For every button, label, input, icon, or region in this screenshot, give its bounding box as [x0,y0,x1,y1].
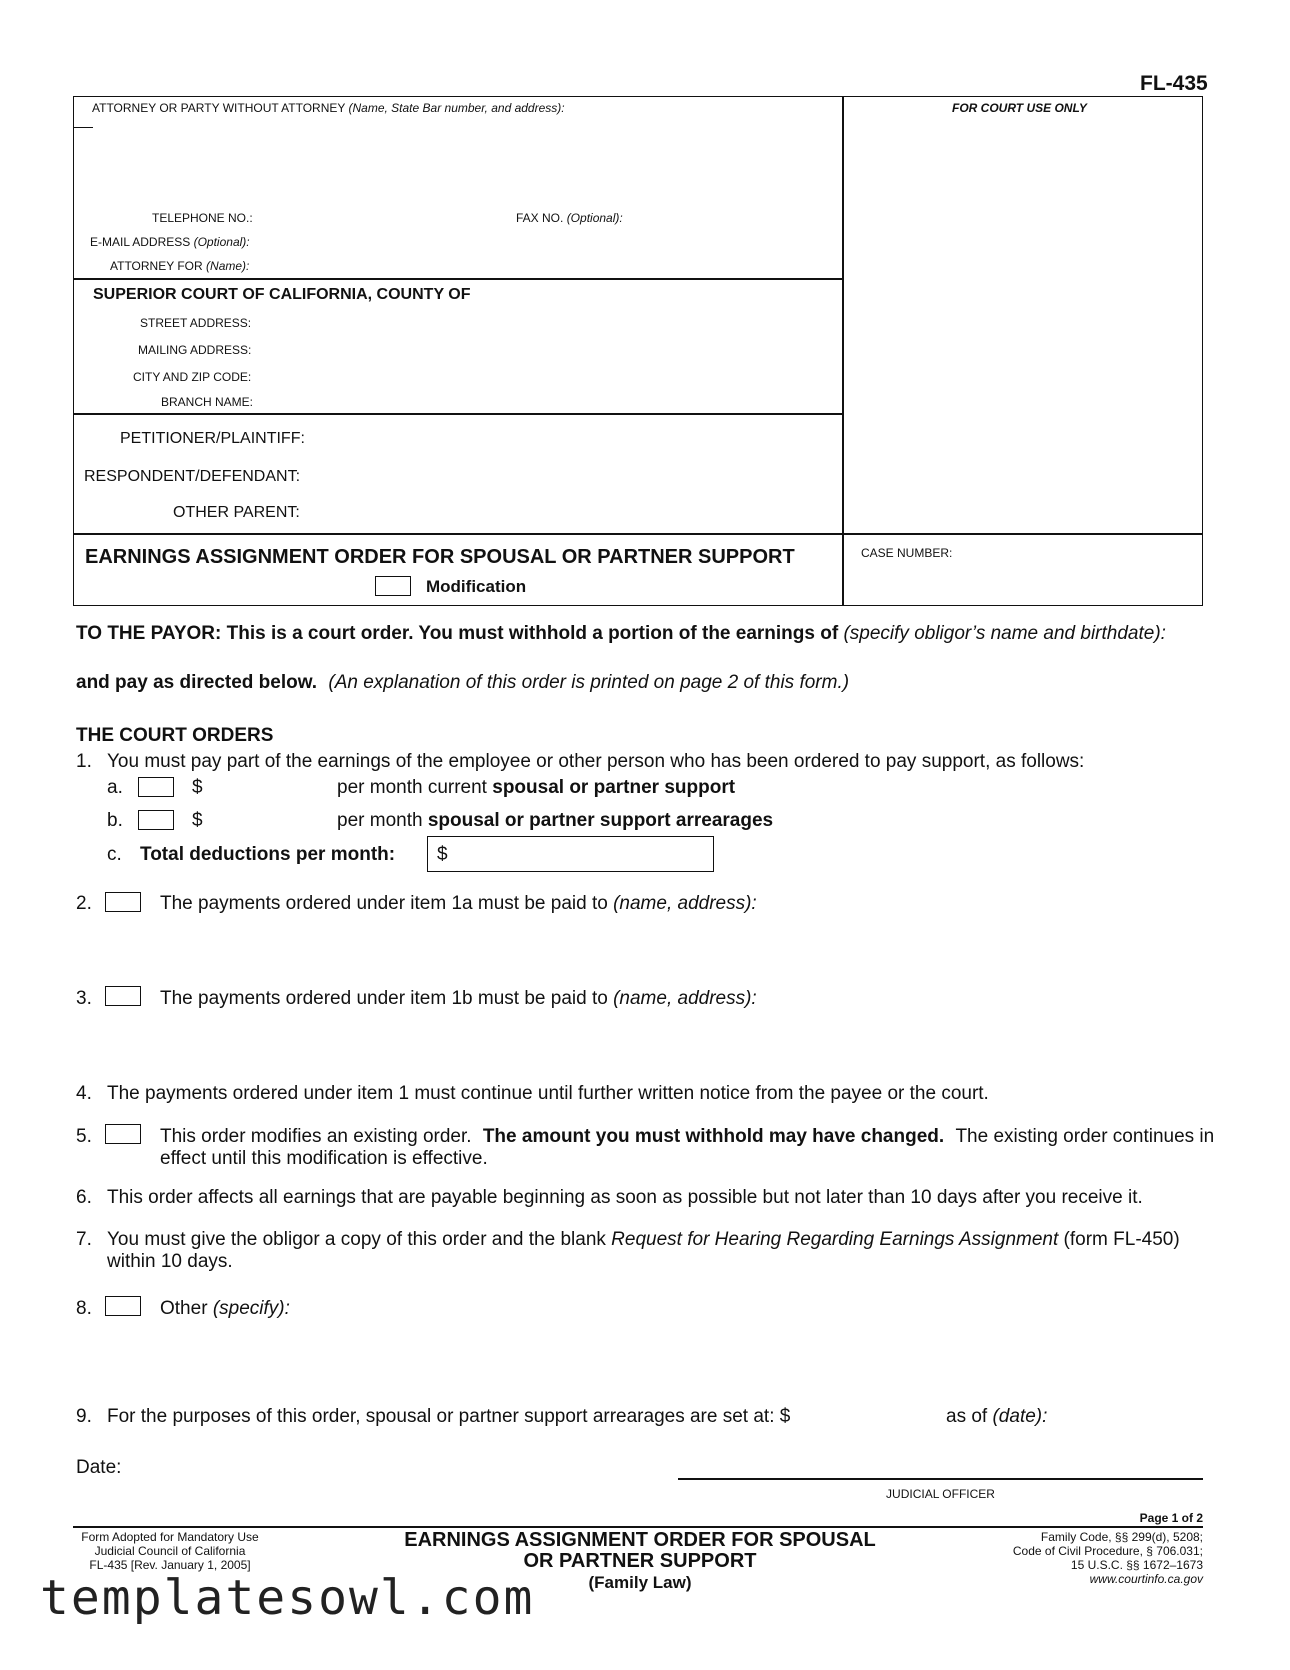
item-1b-amount-field[interactable] [210,808,330,832]
fax-hint: (Optional): [566,211,623,225]
court-use-label: FOR COURT USE ONLY [952,101,1087,115]
date-label: Date: [76,1457,122,1478]
item-3-hint: (name, address): [613,988,757,1009]
footer-right [960,1530,1203,1586]
email-label-text: E-MAIL ADDRESS [90,235,191,249]
attorney-for-field[interactable] [262,255,832,275]
item-1b-text [337,810,773,832]
item-7-italic: Request for Hearing Regarding Earnings Assignment [611,1229,1059,1250]
email-hint: (Optional): [193,235,250,249]
footer-right-1: Family Code, §§ 299(d), 5208; [1040,1530,1203,1544]
item-9-number: 9. [76,1406,92,1427]
item-9-date-field[interactable] [1055,1404,1200,1428]
other-parent-label: OTHER PARENT: [173,504,300,521]
item-1c-letter: c. [107,844,122,865]
respondent-field[interactable] [320,464,832,488]
footer-left [60,1530,280,1572]
item-1a-letter: a. [107,777,123,798]
item-3-payee-field[interactable] [160,1015,1200,1075]
vertical-divider [842,96,844,606]
item-5-text [160,1126,1214,1148]
page-number: Page 1 of 2 [1139,1511,1203,1525]
branch-name-field[interactable] [262,391,832,411]
modification-checkbox[interactable] [375,576,411,596]
email-label [90,235,250,249]
item-1a-bold: spousal or partner support [492,777,736,798]
total-deductions-field[interactable] [427,836,714,872]
divider-court [73,278,843,280]
judicial-officer-signature-field[interactable] [678,1448,1203,1476]
petitioner-label: PETITIONER/PLAINTIFF: [120,430,305,447]
item-1a-plain: per month current [337,777,487,798]
city-zip-label: CITY AND ZIP CODE: [133,370,252,384]
item-9-text: For the purposes of this order, spousal or partner support arrearages are set at: $ [107,1406,791,1427]
item-5-continuation: effect until this modification is effective. [160,1148,488,1169]
item-3-checkbox[interactable] [105,986,141,1006]
item-9-asof [946,1406,1047,1428]
item-3-number: 3. [76,988,92,1009]
item-5-plain-b: The existing order continues in [955,1126,1215,1147]
fax-label [516,211,623,225]
item-1a-checkbox[interactable] [138,777,174,797]
email-field[interactable] [262,231,832,251]
item-1b-bold: spousal or partner support arrearages [427,810,774,831]
total-deductions-dollar: $ [437,844,448,865]
item-4-number: 4. [76,1083,92,1104]
item-5-bold: The amount you must withhold may have changed. [482,1126,945,1147]
item-3-plain: The payments ordered under item 1b must be paid to [160,988,608,1009]
attorney-name-field[interactable] [92,120,832,202]
footer-left-2: Judicial Council of California [94,1544,246,1558]
fax-field[interactable] [632,207,832,227]
item-4-text: The payments ordered under item 1 must continue until further written notice from the payee or the court. [107,1083,989,1104]
item-2-plain: The payments ordered under item 1a must be paid to [160,893,608,914]
mailing-address-field[interactable] [262,339,832,359]
branch-name-label: BRANCH NAME: [161,395,254,409]
signature-line [678,1478,1203,1480]
attorney-label-text: ATTORNEY OR PARTY WITHOUT ATTORNEY [92,101,346,115]
street-address-label: STREET ADDRESS: [140,316,252,330]
telephone-field[interactable] [262,207,502,227]
item-7-plain-b: (form FL-450) [1063,1229,1180,1250]
footer-right-2: Code of Civil Procedure, § 706.031; [1012,1544,1203,1558]
footer-left-3: FL-435 [Rev. January 1, 2005] [89,1558,251,1572]
footer-rule [73,1526,1203,1528]
obligor-field[interactable] [76,648,1201,670]
item-6-text: This order affects all earnings that are payable beginning as soon as possible but not later than 10 days after you receive it. [107,1187,1143,1208]
city-zip-field[interactable] [262,366,832,386]
item-8-text [160,1298,290,1320]
modification-label: Modification [426,577,527,596]
payor-bold: TO THE PAYOR: This is a court order. You must withhold a portion of the earnings of [76,623,839,644]
fax-label-text: FAX NO. [516,211,564,225]
divider-parties [73,413,843,415]
county-field[interactable] [495,284,833,306]
item-8-checkbox[interactable] [105,1296,141,1316]
item-1b-dollar: $ [192,810,203,831]
payor-instruction [76,623,1166,645]
item-1b-checkbox[interactable] [138,810,174,830]
item-9-date-hint: (date): [992,1406,1048,1427]
item-1-text: You must pay part of the earnings of the employee or other person who has been ordered to pay support, as follows: [107,751,1085,772]
attorney-for-hint: (Name): [206,259,250,273]
item-7-plain: You must give the obligor a copy of this order and the blank [107,1229,606,1250]
item-2-checkbox[interactable] [105,892,141,912]
item-5-checkbox[interactable] [105,1124,141,1144]
court-orders-heading: THE COURT ORDERS [76,725,274,746]
pay-hint: (An explanation of this order is printed on page 2 of this form.) [328,672,850,693]
item-1-number: 1. [76,751,92,772]
item-2-text [160,893,757,915]
respondent-label: RESPONDENT/DEFENDANT: [84,468,301,485]
court-use-field[interactable] [850,120,1198,528]
petitioner-field[interactable] [320,426,832,450]
court-title: SUPERIOR COURT OF CALIFORNIA, COUNTY OF [93,286,471,303]
attorney-hint: (Name, State Bar number, and address): [348,101,565,115]
item-2-number: 2. [76,893,92,914]
judicial-officer-label: JUDICIAL OFFICER [886,1487,995,1501]
item-7-number: 7. [76,1229,92,1250]
item-1a-text [337,777,735,799]
item-2-hint: (name, address): [613,893,757,914]
divider-title [73,533,1203,535]
pay-directions [76,672,849,694]
street-address-field[interactable] [262,312,832,332]
payor-hint: (specify obligor’s name and birthdate): [843,623,1166,644]
watermark: templatesowl.com [40,1570,535,1626]
footer-title-3: (Family Law) [588,1573,692,1592]
item-1a-dollar: $ [192,777,203,798]
item-1b-plain: per month [337,810,423,831]
other-parent-field[interactable] [320,500,832,524]
item-1b-letter: b. [107,810,123,831]
item-9-asof-text: as of [946,1406,988,1427]
footer-left-1: Form Adopted for Mandatory Use [81,1530,259,1544]
date-field[interactable] [128,1455,428,1479]
item-2-payee-field[interactable] [160,920,1200,980]
item-8-plain: Other [160,1298,208,1319]
item-5-number: 5. [76,1126,92,1147]
case-number-label: CASE NUMBER: [861,546,953,560]
footer-title-2: OR PARTNER SUPPORT [523,1550,757,1572]
mailing-address-label: MAILING ADDRESS: [138,343,252,357]
item-9-amount-field[interactable] [800,1404,940,1428]
item-6-number: 6. [76,1187,92,1208]
item-3-text [160,988,757,1010]
item-5-plain: This order modifies an existing order. [160,1126,472,1147]
footer-title-1: EARNINGS ASSIGNMENT ORDER FOR SPOUSAL [404,1529,876,1551]
item-8-hint: (specify): [212,1298,290,1319]
item-7-continuation: within 10 days. [107,1251,233,1272]
form-title: EARNINGS ASSIGNMENT ORDER FOR SPOUSAL OR PARTNER SUPPORT [85,546,795,568]
attorney-corner-mark [74,127,93,128]
case-number-field[interactable] [855,564,1198,602]
pay-bold: and pay as directed below. [76,672,318,693]
item-7-text [107,1229,1180,1251]
attorney-for-label [110,259,249,273]
courtinfo-link[interactable]: www.courtinfo.ca.gov [1089,1572,1203,1586]
item-1c-label: Total deductions per month: [140,844,396,865]
item-8-other-field[interactable] [160,1325,1200,1395]
form-id: FL-435 [1140,72,1208,95]
footer-right-3: 15 U.S.C. §§ 1672–1673 [1070,1558,1203,1572]
attorney-for-label-text: ATTORNEY FOR [110,259,203,273]
telephone-label: TELEPHONE NO.: [152,211,253,225]
attorney-label [92,101,565,115]
item-8-number: 8. [76,1298,92,1319]
item-1a-amount-field[interactable] [210,775,330,799]
